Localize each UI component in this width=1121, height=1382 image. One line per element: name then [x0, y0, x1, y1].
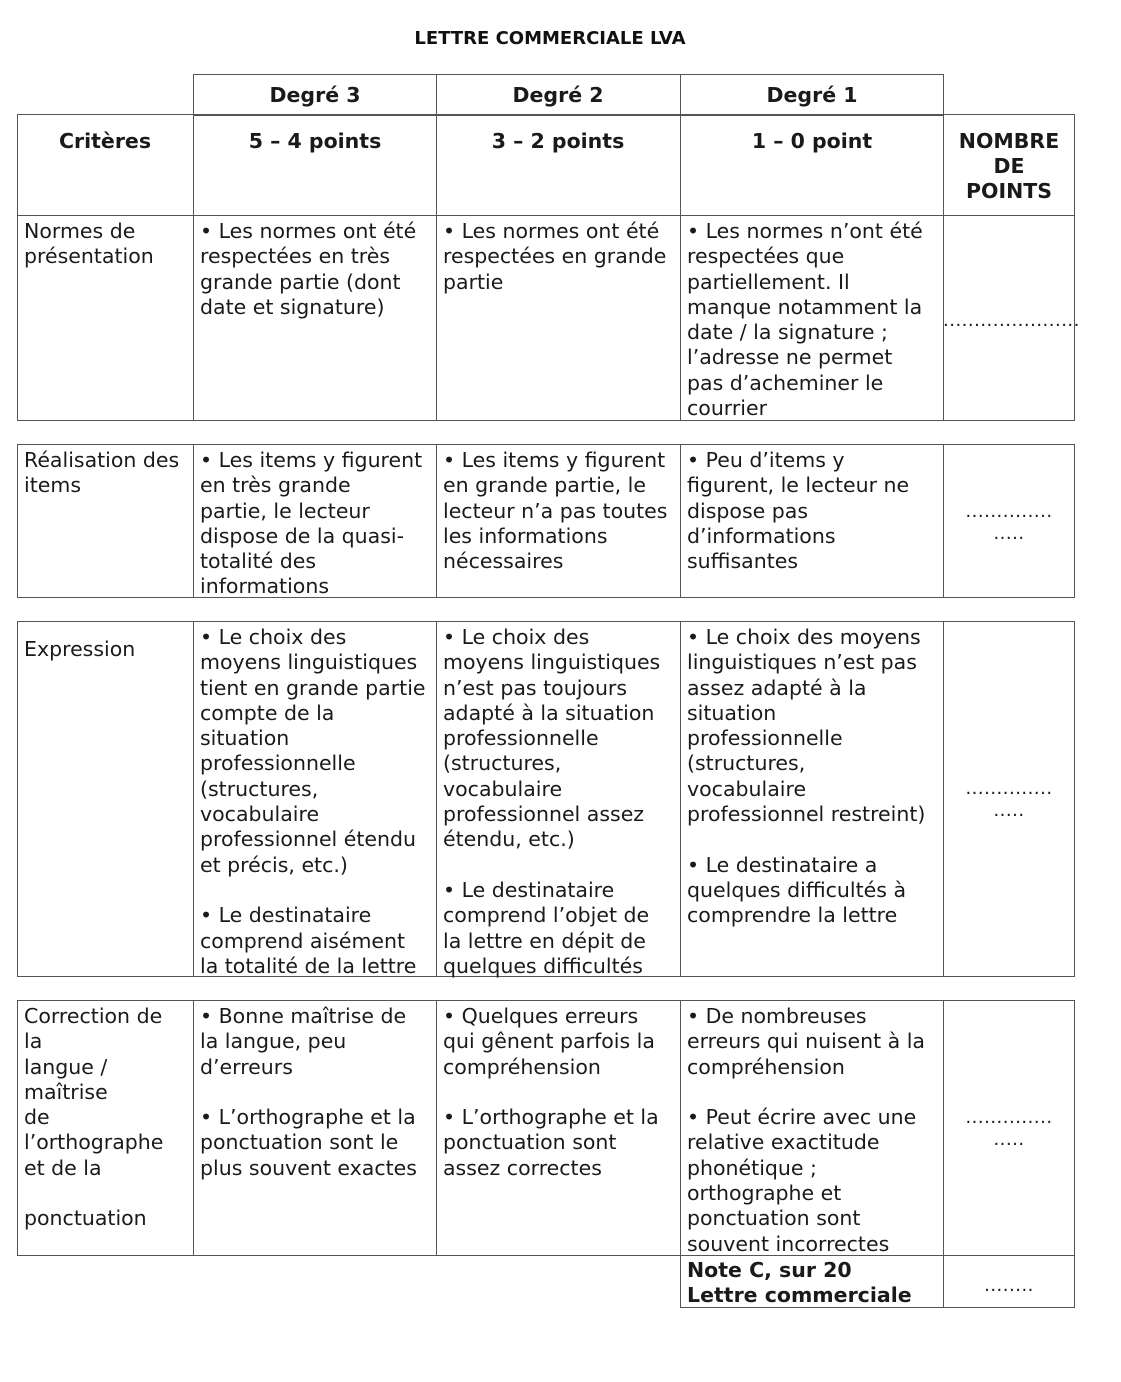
score-field-correction[interactable]: .............. .....: [965, 1107, 1053, 1150]
descriptor-expression-degree-2: • Le choix des moyens linguistiques n’est pas toujours adapté à la situation professionnelle (structures, vocabulaire professionnel assez étendu, etc.) • Le destinataire comprend l’objet de la lettre en dépit de quelques difficultés: [443, 625, 661, 978]
descriptor-presentation-degree-2: • Les normes ont été respectées en grande partie: [443, 219, 667, 294]
descriptor-presentation-degree-3: • Les normes ont été respectées en très grande partie (dont date et signature): [200, 219, 417, 319]
descriptor-correction-degree-1: • De nombreuses erreurs qui nuisent à la compréhension • Peut écrire avec une relative exactitude phonétique ; orthographe et ponctuation sont souvent incorrectes: [687, 1004, 925, 1256]
descriptor-presentation-degree-1: • Les normes n’ont été respectées que partiellement. Il manque notamment la date / la signature ; l’adresse ne permet pas d’acheminer le courrier: [687, 219, 923, 421]
criterion-expression: Expression: [24, 637, 136, 661]
degree-3-header: Degré 3: [269, 83, 361, 107]
score-field-presentation[interactable]: ......................: [943, 310, 1080, 331]
score-header: NOMBRE DE POINTS: [958, 129, 1060, 203]
page-title: LETTRE COMMERCIALE LVA: [414, 28, 686, 49]
criterion-items: Réalisation des items: [24, 448, 180, 498]
degree-1-header: Degré 1: [766, 83, 858, 107]
descriptor-items-degree-2: • Les items y figurent en grande partie, le lecteur n’a pas toutes les informations nécessaires: [443, 448, 668, 574]
total-label: Note C, sur 20 Lettre commerciale: [687, 1258, 912, 1308]
criteria-header: Critères: [58, 129, 152, 153]
points-degree-1: 1 – 0 point: [751, 129, 873, 153]
criterion-correction: Correction de la langue / maîtrise de l’orthographe et de la ponctuation: [24, 1004, 164, 1231]
descriptor-correction-degree-2: • Quelques erreurs qui gênent parfois la compréhension • L’orthographe et la ponctuation sont assez correctes: [443, 1004, 659, 1180]
descriptor-correction-degree-3: • Bonne maîtrise de la langue, peu d’erreurs • L’orthographe et la ponctuation sont le plus souvent exactes: [200, 1004, 417, 1180]
degree-2-header: Degré 2: [512, 83, 604, 107]
points-degree-2: 3 – 2 points: [491, 129, 625, 153]
points-degree-3: 5 – 4 points: [248, 129, 382, 153]
descriptor-items-degree-1: • Peu d’items y figurent, le lecteur ne dispose pas d’informations suffisantes: [687, 448, 910, 574]
score-field-items[interactable]: .............. .....: [965, 501, 1053, 544]
descriptor-expression-degree-3: • Le choix des moyens linguistiques tient en grande partie compte de la situation professionnelle (structures, vocabulaire professionnel étendu et précis, etc.) • Le destinataire comprend aisément la totalité de la lettre: [200, 625, 426, 978]
total-score-field[interactable]: ........: [984, 1275, 1034, 1296]
descriptor-items-degree-3: • Les items y figurent en très grande partie, le lecteur dispose de la quasi- totalité des informations: [200, 448, 423, 599]
descriptor-expression-degree-1: • Le choix des moyens linguistiques n’est pas assez adapté à la situation professionnelle (structures, vocabulaire professionnel restreint) • Le destinataire a quelques difficultés à comprendre la lettre: [687, 625, 926, 928]
score-field-expression[interactable]: .............. .....: [965, 778, 1053, 821]
criterion-presentation: Normes de présentation: [24, 219, 154, 269]
